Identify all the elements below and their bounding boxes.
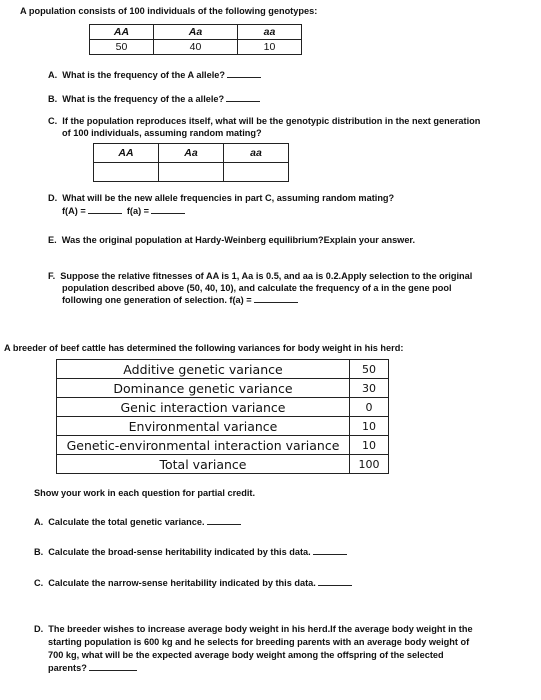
question-text-cont: in part C, assuming random mating?	[231, 193, 395, 203]
header-Aa: Aa	[154, 25, 238, 40]
variance-value: 30	[350, 379, 389, 398]
variance-value: 50	[350, 360, 389, 379]
question-2B	[34, 546, 347, 558]
variance-value: 100	[350, 455, 389, 474]
emphasis-text: genotypic distribution	[285, 116, 383, 126]
variance-label: Additive genetic variance	[57, 360, 350, 379]
question-text: The breeder wishes to increase average body weight in his herd.If the average body weight in the	[48, 624, 473, 634]
question-letter: F.	[48, 271, 56, 281]
table-row	[57, 360, 389, 379]
question-letter: A.	[48, 70, 58, 80]
answer-blank-fA[interactable]	[88, 205, 122, 214]
table-header-row	[94, 144, 289, 163]
show-work-note: Show your work in each question for partial credit.	[34, 488, 256, 498]
answer-cell-aa[interactable]	[224, 163, 289, 182]
question-F	[48, 270, 472, 282]
question-2D-line2: starting population is 600 kg and he selects for breeding parents with an average body weight of	[48, 637, 470, 647]
variance-value: 0	[350, 398, 389, 417]
answer-blank[interactable]	[89, 662, 137, 671]
variance-label: Genetic-environmental interaction variance	[57, 436, 350, 455]
variance-value: 10	[350, 417, 389, 436]
answer-blank[interactable]	[313, 546, 347, 555]
value-AA: 50	[90, 40, 154, 55]
variance-label: Environmental variance	[57, 417, 350, 436]
table-row	[94, 163, 289, 182]
question-text: What will be the new	[62, 193, 155, 203]
intro-text: A population consists of 100 individuals of the following genotypes:	[20, 6, 318, 16]
question-2C	[34, 577, 352, 589]
question-B	[48, 93, 260, 105]
question-text: Suppose the relative fitnesses of AA is 1, Aa is 0.5, and aa is 0.2.Apply selection to the original	[60, 271, 473, 281]
variance-label: Genic interaction variance	[57, 398, 350, 417]
question-E	[48, 234, 415, 246]
table-row	[90, 40, 302, 55]
question-2D	[34, 623, 473, 635]
answer-blank[interactable]	[227, 69, 261, 78]
question-text: parents?	[48, 663, 87, 673]
question-text: What is the frequency of the A allele?	[62, 70, 225, 80]
breeder-intro-text: A breeder of beef cattle has determined the following variances for body weight in his herd:	[4, 343, 404, 353]
fA-label: f(A) =	[62, 206, 86, 216]
header-AA: AA	[94, 144, 159, 163]
question-letter: B.	[34, 547, 44, 557]
emphasis-text: allele frequencies	[154, 193, 232, 203]
answer-blank[interactable]	[318, 577, 352, 586]
table-row	[57, 379, 389, 398]
fa-label: f(a) =	[126, 206, 150, 216]
answer-blank[interactable]	[207, 516, 241, 525]
question-letter: B.	[48, 94, 58, 104]
table-row	[57, 436, 389, 455]
question-text: If the population reproduces itself, what will be the	[62, 116, 286, 126]
question-D-line2	[62, 205, 185, 217]
question-text: following one generation of selection. f(a) =	[62, 295, 252, 305]
header-Aa: Aa	[159, 144, 224, 163]
question-D	[48, 192, 394, 204]
question-letter: A.	[34, 517, 44, 527]
question-text-cont: in the next generation	[382, 116, 481, 126]
question-2D-line3: 700 kg, what will be the expected average body weight among the offspring of the selected	[48, 650, 444, 660]
question-text: Calculate the total genetic variance.	[48, 517, 205, 527]
question-A	[48, 69, 261, 81]
variance-value: 10	[350, 436, 389, 455]
value-aa: 10	[238, 40, 302, 55]
question-C	[48, 115, 480, 127]
question-text: Was the original population at Hardy-Weinberg equilibrium?Explain your answer.	[61, 235, 416, 245]
answer-cell-Aa[interactable]	[159, 163, 224, 182]
question-text: What is the frequency of the a allele?	[62, 94, 225, 104]
question-text: Calculate the broad-sense heritability indicated by this data.	[48, 547, 311, 557]
question-C-line2: of 100 individuals, assuming random mating?	[62, 128, 262, 138]
question-text: Calculate the narrow-sense heritability indicated by this data.	[48, 578, 316, 588]
answer-blank-fa[interactable]	[151, 205, 185, 214]
question-letter: D.	[34, 624, 44, 634]
next-generation-table	[93, 143, 289, 182]
table-row	[57, 455, 389, 474]
question-letter: C.	[34, 578, 44, 588]
answer-blank[interactable]	[226, 93, 260, 102]
table-row	[57, 398, 389, 417]
table-row	[57, 417, 389, 436]
question-2D-line4	[48, 662, 137, 674]
answer-cell-AA[interactable]	[94, 163, 159, 182]
question-letter: D.	[48, 193, 58, 203]
answer-blank[interactable]	[254, 294, 298, 303]
question-letter: E.	[48, 235, 57, 245]
question-F-line2: population described above (50, 40, 10), and calculate the frequency of a in the gene pool	[62, 283, 452, 293]
question-F-line3	[62, 294, 298, 306]
variance-label: Dominance genetic variance	[57, 379, 350, 398]
variance-label: Total variance	[57, 455, 350, 474]
header-aa: aa	[238, 25, 302, 40]
genotype-table	[89, 24, 302, 55]
variance-table	[56, 359, 389, 474]
table-header-row	[90, 25, 302, 40]
question-letter: C.	[48, 116, 58, 126]
header-AA: AA	[90, 25, 154, 40]
value-Aa: 40	[154, 40, 238, 55]
question-2A	[34, 516, 241, 528]
header-aa: aa	[224, 144, 289, 163]
